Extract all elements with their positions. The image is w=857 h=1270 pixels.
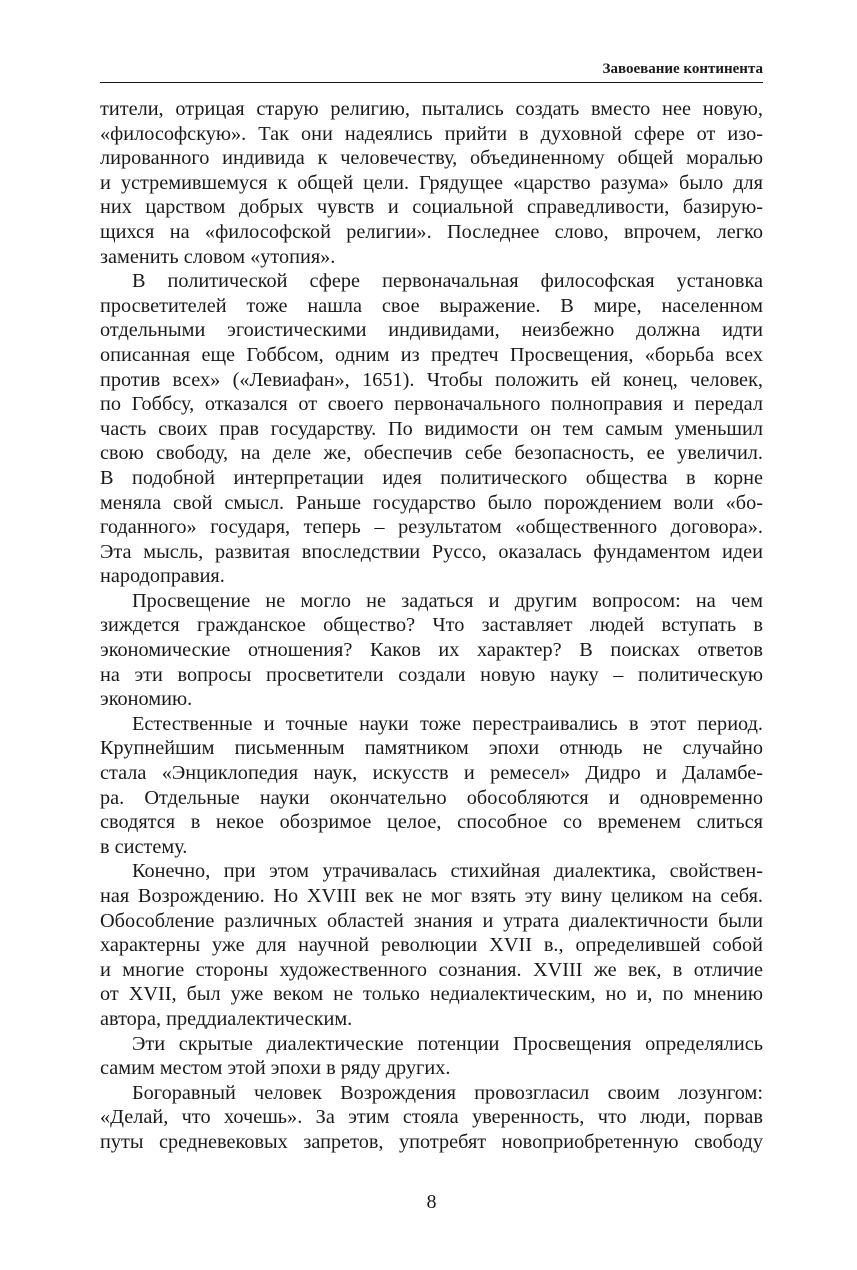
text-line: по Гоббсу, отказался от своего первоначального полноправия и передал [100,393,763,416]
text-line: экономию. [100,688,193,711]
text-line: стала «Энциклопедия наук, искусств и ремесел» Дидро и Даламбе- [100,762,763,785]
body-text [100,97,763,1155]
text-line: «Делай, что хочешь». За этим стояла уверенность, что люди, порвав [100,1106,763,1129]
running-title: Завоевание континента [602,61,763,77]
text-line: свою свободу, на деле же, обеспечив себе безопасность, ее увеличил. [100,442,763,465]
text-line: Просвещение не могло не задаться и другим вопросом: на чем [132,589,763,612]
text-line: В подобной интерпретации идея политического общества в корне [100,466,763,489]
text-line: щихся на «философской религии». Последнее слово, впрочем, легко [100,220,763,243]
text-line: меняла свой смысл. Раньше государство было порождением воли «бо- [100,491,763,514]
text-line: тители, отрицая старую религию, пытались создать вместо нее новую, [100,98,763,120]
text-line: описанная еще Гоббсом, одним из предтеч Просвещения, «борьба всех [100,343,763,366]
text-line: самим местом этой эпохи в ряду других. [100,1057,451,1080]
text-line: Эти скрытые диалектические потенции Просвещения определялись [132,1032,763,1055]
text-line: характерны уже для научной революции XVII в., определившей собой [100,934,763,957]
text-line: Богоравный человек Возрождения провозгласил своим лозунгом: [132,1081,763,1104]
text-line: Обособление различных областей знания и утрата диалектичности были [100,909,763,932]
text-line: Естественные и точные науки тоже перестраивались в этот период. [132,712,763,735]
text-line: годанного» государя, теперь – результатом «общественного договора». [100,516,763,539]
text-line: зиждется гражданское общество? Что заставляет людей вступать в [100,614,763,637]
text-line: ра. Отдельные науки окончательно обособляются и одновременно [100,786,763,809]
text-line: Эта мысль, развитая впоследствии Руссо, оказалась фундаментом идеи [100,540,763,563]
text-line: заменить словом «утопия». [100,245,336,268]
text-line: экономические отношения? Каков их характер? В поисках ответов [100,639,763,662]
page-number: 8 [426,1191,437,1213]
header-rule [100,82,763,83]
text-line: автора, преддиалектическим. [100,1007,353,1030]
text-line: ная Возрождению. Но XVIII век не мог взять эту вину целиком на себя. [100,885,763,907]
text-line: в систему. [100,835,188,858]
text-line: них царством добрых чувств и социальной справедливости, базирую- [100,196,763,219]
text-line: против всех» («Левиафан», 1651). Чтобы положить ей конец, человек, [100,368,763,391]
text-line: отдельными эгоистическими индивидами, неизбежно должна идти [100,319,763,342]
text-line: лированного индивида к человечеству, объединенному общей моралью [100,147,763,170]
text-line: на эти вопросы просветители создали новую науку – политическую [100,663,763,686]
text-line: и устремившемуся к общей цели. Грядущее «царство разума» было для [100,171,763,194]
text-line: народоправия. [100,565,225,588]
text-line: просветителей тоже нашла свое выражение. В мире, населенном [100,294,763,317]
text-line: путы средневековых запретов, употребят новоприобретенную свободу [100,1130,763,1153]
text-line: часть своих прав государству. По видимости он тем самым уменьшил [100,417,763,440]
text-line: сводятся в некое обозримое целое, способное со временем слиться [100,811,763,834]
text-line: Конечно, при этом утрачивалась стихийная диалектика, свойствен- [132,860,763,883]
text-line: В политической сфере первоначальная философская установка [132,270,763,293]
text-line: и многие стороны художественного сознания. XVIII же век, в отличие [100,958,763,981]
text-line: «философскую». Так они надеялись прийти в духовной сфере от изо- [100,122,763,145]
text-line: от XVII, был уже веком не только недиалектическим, но и, по мнению [100,983,763,1006]
text-line: Крупнейшим письменным памятником эпохи отнюдь не случайно [100,737,763,760]
